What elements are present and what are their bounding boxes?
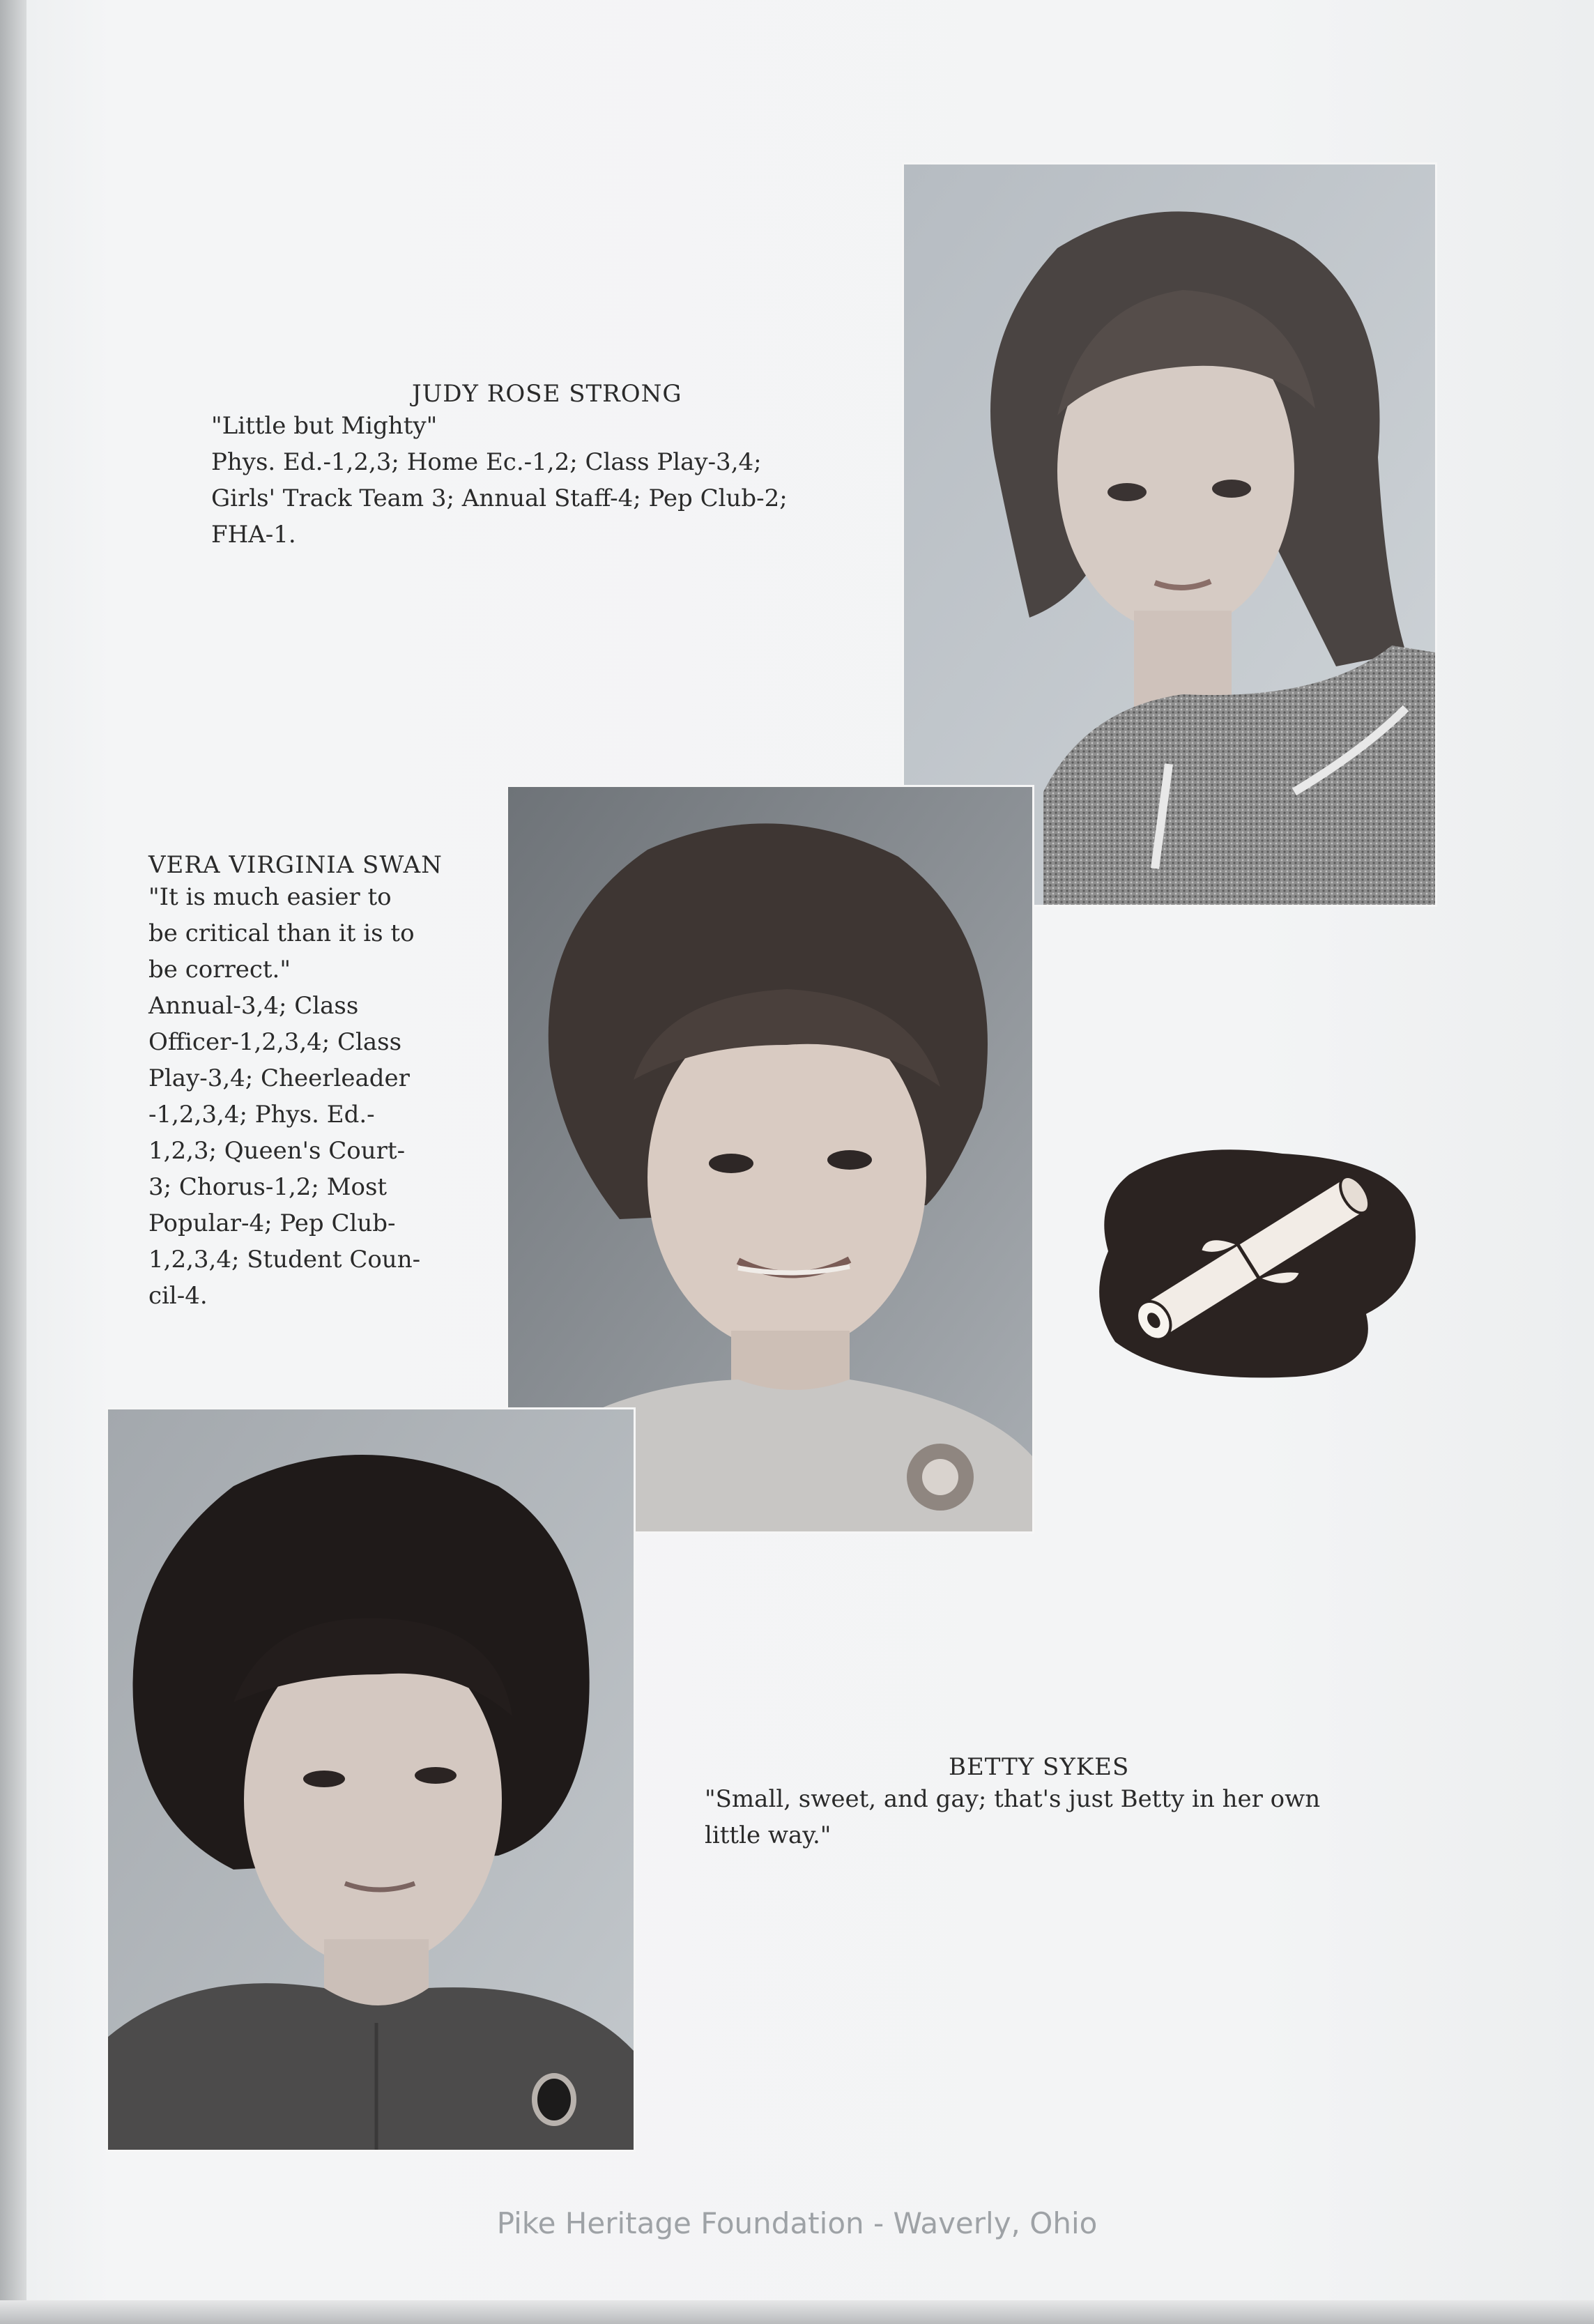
student-activities: Phys. Ed.-1,2,3; Home Ec.-1,2; Class Play-3,4; Girls' Track Team 3; Annual Staff-4; Pep Club-2; FHA-1.: [211, 448, 788, 549]
student-name: JUDY ROSE STRONG: [412, 380, 682, 408]
portrait-photo-betty-sykes: [106, 1407, 636, 2152]
student-quote: "Little but Mighty": [211, 412, 438, 440]
diploma-scroll-icon: [1087, 1133, 1422, 1384]
student-name: BETTY SYKES: [949, 1753, 1130, 1781]
entry-vera-swan: [148, 851, 511, 1314]
watermark-footer: Pike Heritage Foundation - Waverly, Ohio: [496, 2206, 1098, 2240]
book-spine-shadow: [0, 0, 26, 2324]
entry-betty-sykes: [705, 1753, 1436, 1853]
student-quote: "It is much easier to be critical than it is to be correct.": [148, 883, 415, 984]
student-name: VERA VIRGINIA SWAN: [148, 851, 443, 879]
student-quote: "Small, sweet, and gay; that's just Betty in her own little way.": [705, 1785, 1321, 1849]
page-bottom-edge: [0, 2300, 1594, 2324]
student-activities: Annual-3,4; Class Officer-1,2,3,4; Class Play-3,4; Cheerleader -1,2,3,4; Phys. Ed.- 1,2,3; Queen's Court- 3; Chorus-1,2; Most Popular-4; Pep Club- 1,2,3,4; Student Coun- cil-4.: [148, 992, 421, 1310]
entry-judy-strong: [211, 380, 880, 553]
